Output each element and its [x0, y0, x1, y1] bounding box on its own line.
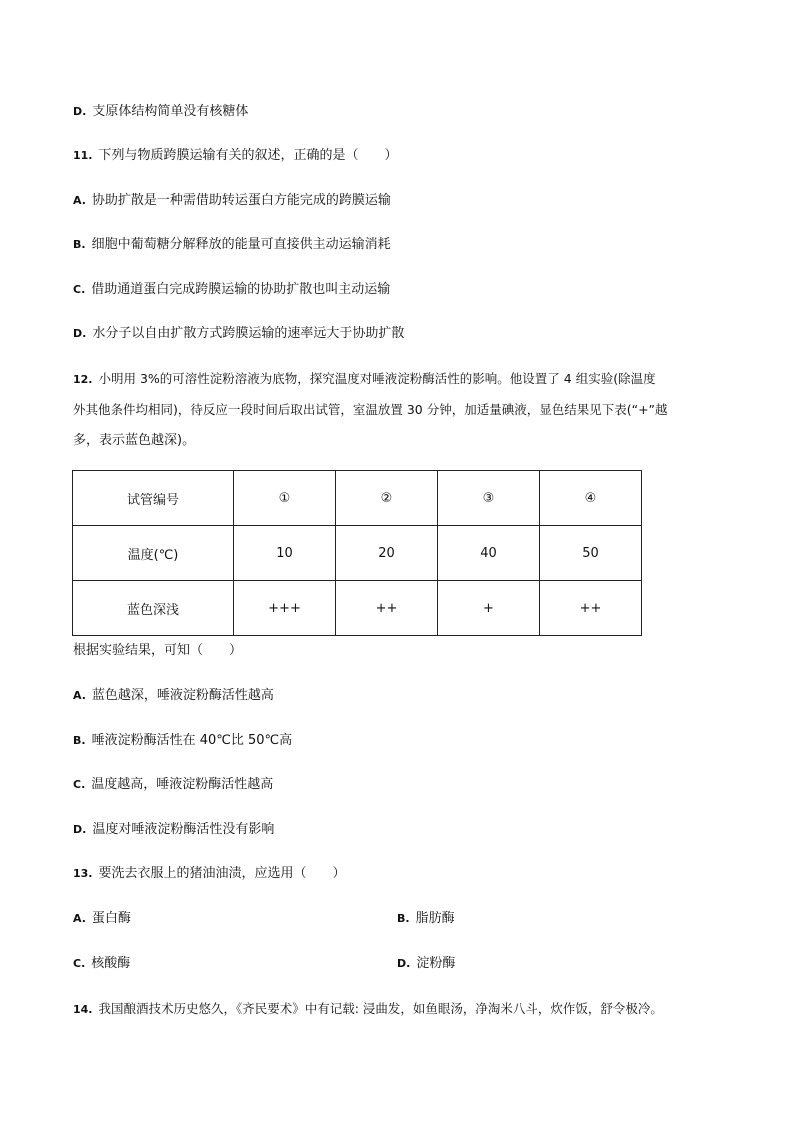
q12-option-d [73, 820, 274, 840]
option-letter: A. [73, 689, 86, 702]
row-label: 试管编号 [73, 471, 234, 526]
table-cell: 40 [438, 526, 540, 581]
option-text: 水分子以自由扩散方式跨膜运输的速率远大于协助扩散 [92, 326, 405, 341]
q13-option-a [73, 909, 131, 929]
question-number: 12. [73, 373, 93, 386]
q11-option-a [73, 191, 391, 211]
question-number: 13. [73, 867, 93, 880]
table-row [73, 581, 642, 636]
q13-stem [73, 864, 346, 884]
q12-after-table: 根据实验结果，可知（ ） [73, 643, 243, 658]
q11-option-d [73, 324, 404, 344]
table-row [73, 526, 642, 581]
table-cell: ++ [540, 581, 642, 636]
q10-option-d [73, 102, 248, 122]
q13-option-c [73, 954, 130, 974]
option-text: 借助通道蛋白完成跨膜运输的协助扩散也叫主动运输 [91, 282, 391, 297]
option-letter: B. [73, 734, 86, 747]
row-label: 蓝色深浅 [73, 581, 234, 636]
table-cell: ① [234, 471, 336, 526]
q11-option-b [73, 235, 391, 255]
option-letter: B. [73, 238, 86, 251]
table-cell: + [438, 581, 540, 636]
table-cell: 20 [336, 526, 438, 581]
option-letter: B. [397, 912, 410, 925]
option-text: 唾液淀粉酶活性在 40℃比 50℃高 [91, 733, 293, 748]
question-text: 下列与物质跨膜运输有关的叙述，正确的是（ ） [98, 148, 398, 163]
option-text: 支原体结构简单没有核糖体 [92, 104, 249, 119]
table-cell: +++ [234, 581, 336, 636]
option-text: 蛋白酶 [91, 911, 131, 926]
option-text: 细胞中葡萄糖分解释放的能量可直接供主动运输消耗 [91, 237, 391, 252]
option-letter: C. [73, 283, 86, 296]
question-text: 小明用 3%的可溶性淀粉溶液为底物，探究温度对唾液淀粉酶活性的影响。他设置了 4 组实验(除温度 [98, 371, 656, 386]
table-row [73, 471, 642, 526]
option-letter: D. [397, 957, 411, 970]
question-number: 14. [73, 1003, 93, 1016]
q12-stem-line3: 多，表示蓝色越深)。 [73, 433, 196, 448]
q13-option-d [397, 954, 455, 974]
option-text: 温度对唾液淀粉酶活性没有影响 [92, 822, 275, 837]
experiment-table [72, 470, 642, 636]
table-cell: ② [336, 471, 438, 526]
q13-option-b [397, 909, 455, 929]
table-cell: ++ [336, 581, 438, 636]
question-number: 11. [73, 149, 93, 162]
q12-stem-line1 [73, 369, 656, 390]
table-cell: 10 [234, 526, 336, 581]
option-text: 淀粉酶 [416, 956, 456, 971]
option-letter: A. [73, 194, 86, 207]
option-letter: D. [73, 327, 87, 340]
q14-stem [73, 999, 663, 1020]
option-text: 协助扩散是一种需借助转运蛋白方能完成的跨膜运输 [91, 193, 391, 208]
option-text: 温度越高，唾液淀粉酶活性越高 [91, 777, 274, 792]
option-letter: C. [73, 957, 86, 970]
q11-option-c [73, 280, 390, 300]
q12-option-b [73, 731, 292, 751]
table-cell: ③ [438, 471, 540, 526]
q12-option-a [73, 686, 274, 706]
question-text: 要洗去衣服上的猪油油渍，应选用（ ） [98, 866, 346, 881]
option-letter: C. [73, 778, 86, 791]
option-text: 脂肪酶 [415, 911, 455, 926]
option-text: 蓝色越深，唾液淀粉酶活性越高 [91, 688, 274, 703]
option-letter: D. [73, 823, 87, 836]
table-cell: 50 [540, 526, 642, 581]
table-cell: ④ [540, 471, 642, 526]
question-text: 我国酿酒技术历史悠久，《齐民要术》中有记载: 浸曲发，如鱼眼汤，净淘米八斗，炊作饭，舒令极冷。 [98, 1001, 663, 1016]
row-label: 温度(℃) [73, 526, 234, 581]
q12-option-c [73, 775, 273, 795]
q12-stem-line2: 外其他条件均相同)，待反应一段时间后取出试管，室温放置 30 分钟，加适量碘液，显色结果见下表(“+”越 [73, 402, 668, 417]
option-text: 核酸酶 [91, 956, 131, 971]
q11-stem [73, 146, 398, 166]
option-letter: D. [73, 105, 87, 118]
option-letter: A. [73, 912, 86, 925]
